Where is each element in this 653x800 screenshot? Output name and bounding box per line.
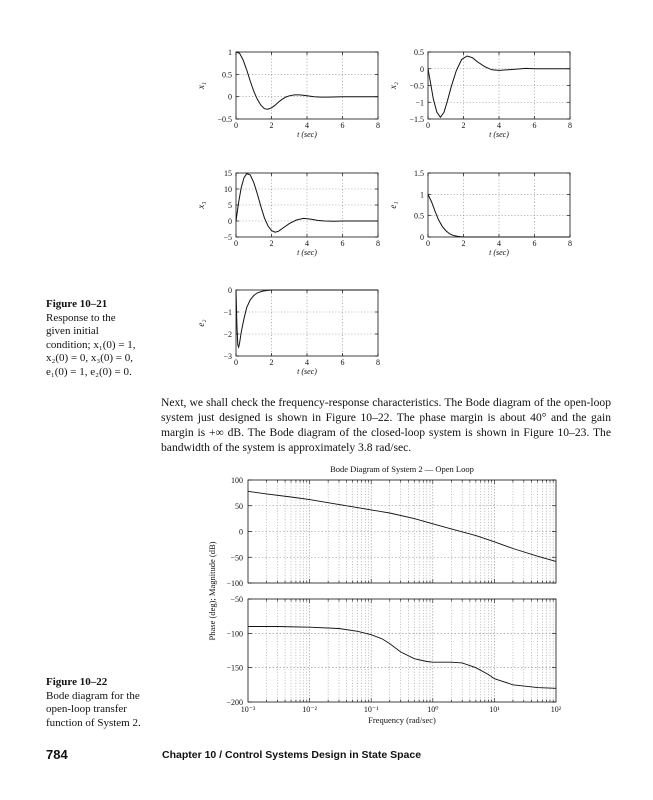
plot-x3	[196, 169, 380, 257]
figure-10-21-title: Figure 10–21	[46, 298, 108, 310]
y-tick-label: −150	[226, 663, 243, 673]
x-tick-label: 8	[568, 121, 572, 130]
y-tick-label: 0.5	[414, 48, 424, 57]
plot-e2	[196, 286, 380, 376]
x-axis-label: t (sec)	[489, 248, 509, 257]
x-tick-label: 10¹	[489, 705, 500, 714]
x-tick-label: 8	[376, 358, 380, 367]
caption-line: Bode diagram for the	[46, 689, 140, 702]
caption-line: open-loop transfer	[46, 703, 127, 715]
body-paragraph: Next, we shall check the frequency-response characteristics. The Bode diagram of the open-loop system just designed is shown in Figure 10–22. The phase margin is about 40° and the gain margin is +∞ dB. The Bode diagram of the closed-loop system is shown in Figure 10–23. The bandwidth of the system is approximately 3.8 rad/sec.	[161, 396, 611, 454]
y-tick-label: 1.5	[414, 169, 424, 178]
caption-line: given initial	[46, 325, 99, 337]
x-tick-label: 4	[497, 121, 501, 130]
x-axis-label: Frequency (rad/sec)	[368, 715, 436, 725]
y-tick-label: 0	[420, 233, 424, 242]
y-tick-label: 50	[235, 501, 243, 511]
x-tick-label: 8	[568, 239, 572, 248]
x-tick-label: 10⁰	[427, 705, 439, 714]
caption-line: function of System 2.	[46, 716, 141, 729]
x-tick-label: 0	[426, 121, 430, 130]
x-tick-label: 6	[340, 121, 345, 130]
chapter-footer: Chapter 10 / Control Systems Design in State Space	[162, 749, 422, 761]
x-tick-label: 10⁻¹	[363, 705, 379, 714]
caption-line: Response to the	[46, 311, 116, 324]
y-tick-label: 0	[239, 527, 243, 537]
x-tick-label: 0	[234, 121, 238, 130]
x-tick-label: 4	[305, 358, 309, 367]
plot-frame	[248, 599, 556, 702]
y-tick-label: −100	[226, 629, 243, 639]
x-axis-label: t (sec)	[489, 130, 509, 139]
y-tick-label: −1	[223, 308, 232, 317]
x-tick-label: 10⁻³	[240, 705, 256, 714]
x-tick-label: 6	[340, 239, 345, 248]
x-tick-label: 10⁻²	[302, 705, 317, 714]
x-tick-label: 2	[461, 121, 466, 130]
y-tick-label: 10	[224, 185, 232, 194]
x-tick-label: 4	[305, 121, 309, 130]
y-tick-label: 100	[231, 476, 243, 485]
plot-frame	[248, 480, 556, 583]
caption-line: e₁(0) = 1, e₂(0) = 0.	[46, 365, 132, 378]
x-tick-label: 0	[234, 358, 238, 367]
y-tick-label: 0.5	[414, 211, 424, 221]
x-tick-label: 6	[340, 358, 345, 367]
y-tick-label: −2	[223, 330, 232, 339]
figure-10-22-caption	[46, 676, 166, 730]
x-tick-label: 2	[461, 239, 466, 248]
y-tick-label: −50	[230, 595, 243, 604]
y-tick-label: 1	[228, 48, 232, 57]
caption-line: condition; x₁(0) = 1,	[46, 338, 136, 351]
y-tick-label: 0	[228, 217, 232, 226]
page-number: 784	[46, 747, 68, 762]
figure-10-21-caption	[46, 298, 158, 379]
x-tick-label: 6	[532, 239, 537, 248]
y-tick-label: 5	[228, 201, 232, 210]
y-tick-label: 0.5	[222, 70, 232, 80]
plot-e1	[388, 169, 572, 257]
series-line	[248, 627, 556, 689]
y-axis-label: Phase (deg); Magnitude (dB)	[207, 541, 217, 641]
chart-title: Bode Diagram of System 2 — Open Loop	[330, 464, 474, 474]
x-tick-label: 4	[305, 239, 309, 248]
x-tick-label: 8	[376, 121, 380, 130]
y-tick-label: −1.5	[409, 115, 424, 124]
y-tick-label: 0	[420, 64, 424, 74]
y-axis-label: e₁	[388, 201, 398, 209]
caption-line: x₂(0) = 0, x₃(0) = 0,	[46, 352, 133, 364]
y-axis-label: x₁	[196, 81, 206, 90]
x-tick-label: 10²	[550, 705, 562, 714]
y-tick-label: 1	[420, 190, 424, 200]
x-tick-label: 4	[497, 239, 501, 248]
y-axis-label: x₃	[196, 201, 206, 209]
y-tick-label: −100	[226, 579, 243, 588]
x-axis-label: t (sec)	[297, 130, 317, 139]
x-axis-label: t (sec)	[297, 367, 317, 376]
plot-x1	[196, 48, 380, 139]
y-tick-label: −3	[223, 352, 232, 361]
y-tick-label: −200	[226, 698, 243, 707]
y-tick-label: 15	[224, 169, 232, 178]
x-tick-label: 0	[426, 239, 430, 248]
y-axis-label: x₂	[388, 81, 398, 90]
x-axis-label: t (sec)	[297, 248, 317, 257]
x-tick-label: 2	[269, 239, 274, 248]
x-tick-label: 2	[269, 121, 274, 130]
x-tick-label: 0	[234, 239, 238, 248]
y-tick-label: −0.5	[409, 81, 424, 91]
y-tick-label: 0	[228, 286, 232, 295]
x-tick-label: 6	[532, 121, 537, 130]
y-tick-label: 0	[228, 92, 232, 102]
plot-x2	[388, 48, 572, 139]
y-tick-label: −0.5	[217, 115, 232, 124]
series-line	[248, 491, 556, 561]
x-tick-label: 2	[269, 358, 274, 367]
x-tick-label: 8	[376, 239, 380, 248]
y-tick-label: −5	[223, 233, 232, 242]
y-axis-label: e₂	[196, 319, 206, 327]
figure-10-22-title: Figure 10–22	[46, 676, 108, 688]
y-tick-label: −1	[415, 98, 424, 108]
y-tick-label: −50	[230, 553, 243, 563]
bode-diagram	[207, 464, 562, 725]
